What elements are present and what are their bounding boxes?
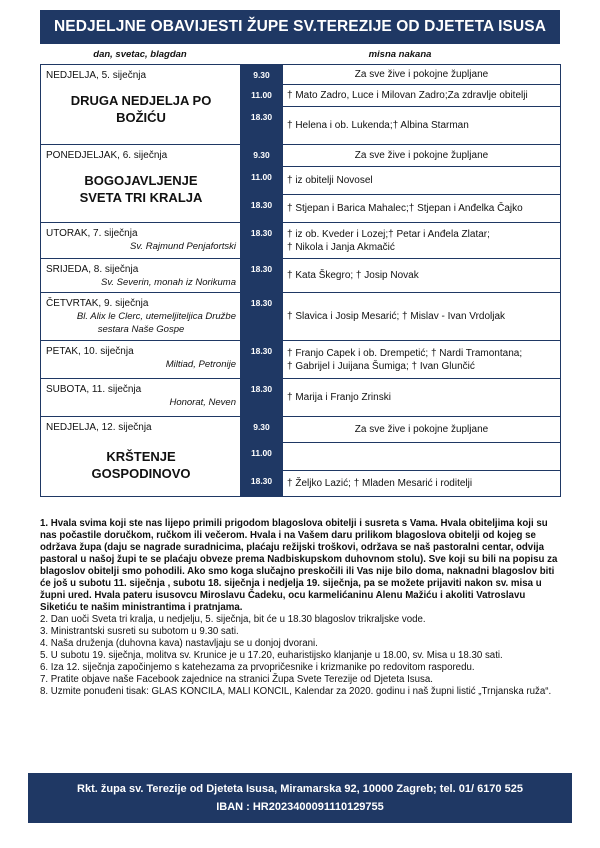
mass-intention: † Slavica i Josip Mesarić; † Mislav - Ivan Vrdoljak [283, 293, 561, 341]
mass-time: 11.00 [241, 443, 283, 471]
mass-intention: † Željko Lazić; † Mladen Mesarić i roditelji [283, 471, 561, 497]
mass-intention: † Mato Zadro, Luce i Milovan Zadro;Za zdravlje obitelji [283, 85, 561, 107]
saint-name-cont: sestara Naše Gospe [97, 324, 185, 335]
announcement-item: 6. Iza 12. siječnja započinjemo s katehezama za prvopričesnike i krizmanike po redovitom rasporedu. [40, 662, 475, 673]
intention-line: † Nikola i Janja Akmačić [287, 241, 395, 253]
feast-line: SVETA TRI KRALJA [79, 190, 203, 205]
mass-intention [283, 341, 561, 379]
announcement-item [40, 518, 560, 614]
day-name: PETAK, 10. siječnja [46, 346, 134, 357]
footer-iban: IBAN : HR2023400091110129755 [216, 801, 384, 813]
mass-time: 18.30 [241, 471, 283, 497]
saint-name: Sv. Severin, monah iz Norikuma [101, 277, 236, 288]
announcement-line: Hvala pateru isusovcu Miroslavu Čadeku, ocu karmelićaninu Alenu Mažiću i akoliti Vatroslavu Siketiću te našim [40, 590, 526, 613]
mass-time: 18.30 [241, 107, 283, 145]
mass-intention: Za sve žive i pokojne župljane [283, 65, 561, 85]
announcement-line: župa (daju se nagrade suradnicima, plaćaju režijski troškovi, održava se naš pastoralni centar, odvija pastoral u [40, 542, 544, 565]
schedule-row [41, 379, 561, 417]
schedule-row [41, 341, 561, 379]
mass-time: 18.30 [241, 223, 283, 259]
footer-address: Rkt. župa sv. Terezije od Djeteta Isusa, Miramarska 92, 10000 Zagreb; tel. 01/ 6170 525 [77, 783, 523, 795]
day-cell [41, 379, 241, 417]
announcement-line: subotu 11. siječnja , subotu 18. siječnja i nedjelja 19. siječnja, pa se možete prijaviti nakon sv. misa u župni ured. [40, 578, 542, 601]
day-cell [41, 145, 241, 223]
schedule-row [41, 417, 561, 443]
announcement-line: obitelji smo pohodili. Ako smo koga slučajno preskočili ili Vas nije bilo doma, naknadni blagoslov biti će još u [40, 566, 555, 589]
announcement-item: 3. Ministrantski susreti su subotom u 9.30 sati. [40, 626, 239, 637]
day-cell [41, 417, 241, 497]
schedule-row [41, 259, 561, 293]
feast-line: KRŠTENJE [106, 449, 176, 464]
mass-intention: Za sve žive i pokojne župljane [283, 145, 561, 167]
mass-intention: † iz obitelji Novosel [283, 167, 561, 195]
intention-line: † iz ob. Kveder i Lozej;† Petar i Anđela Zlatar; [287, 228, 490, 240]
schedule-row [41, 293, 561, 341]
intention-line: † Franjo Capek i ob. Drempetić; † Nardi Tramontana; [287, 347, 523, 359]
feast-line: BOGOJAVLJENJE [84, 173, 198, 188]
day-name: NEDJELJA, 5. siječnja [46, 70, 147, 81]
day-cell [41, 293, 241, 341]
feast-name [46, 172, 236, 206]
saint-name: Bl. Alix le Clerc, utemeljiteljica Družbe [76, 311, 236, 322]
day-name: SUBOTA, 11. siječnja [46, 384, 142, 395]
saint-name: Miltiad, Petronije [165, 359, 236, 370]
day-name: ČETVRTAK, 9. siječnja [46, 298, 149, 309]
announcement-line: počastile doručkom, ručkom ili večerom. Hvala i na Vašem daru prilikom blagoslova obitelji od kojeg se održava [40, 530, 536, 553]
mass-time: 18.30 [241, 259, 283, 293]
announcement-item: 5. U subotu 19. siječnja, molitva sv. Krunice je u 17.20, euharistijsko klanjanje u 18.00, sv. Misa u 18.30 sati. [40, 650, 503, 661]
announcements [40, 518, 560, 698]
schedule-row [41, 65, 561, 85]
day-name: PONEDJELJAK, 6. siječnja [46, 150, 168, 161]
feast-name [46, 92, 236, 126]
mass-time: 9.30 [241, 65, 283, 85]
feast-name [46, 448, 236, 482]
saint-name: Sv. Rajmund Penjafortski [130, 241, 236, 252]
schedule-subheader [40, 48, 560, 62]
day-cell [41, 65, 241, 145]
mass-time: 9.30 [241, 145, 283, 167]
mass-time: 11.00 [241, 85, 283, 107]
day-name: UTORAK, 7. siječnja [46, 228, 138, 239]
feast-line: DRUGA NEDJELJA PO [70, 93, 212, 108]
saint-name: Honorat, Neven [169, 397, 236, 408]
mass-intention: † Helena i ob. Lukenda;† Albina Starman [283, 107, 561, 145]
day-name: NEDJELJA, 12. siječnja [46, 422, 152, 433]
mass-intention [283, 443, 561, 471]
subheader-right: misna nakana [368, 49, 432, 60]
mass-time: 18.30 [241, 195, 283, 223]
mass-time: 9.30 [241, 417, 283, 443]
mass-time: 18.30 [241, 341, 283, 379]
day-cell [41, 223, 241, 259]
announcement-item: 7. Pratite objave naše Facebook zajednice na stranici Župa Svete Terezije od Djeteta Isusa. [40, 674, 433, 685]
schedule-row [41, 145, 561, 167]
mass-time: 18.30 [241, 293, 283, 341]
mass-time: 18.30 [241, 379, 283, 417]
intention-line: † Gabrijel i Juijana Šumiga; † Ivan Glunčić [287, 360, 475, 372]
mass-intention: † Marija i Franjo Zrinski [283, 379, 561, 417]
mass-time: 11.00 [241, 167, 283, 195]
announcement-item: 4. Naša druženja (duhovna kava) nastavljaju se u donjoj dvorani. [40, 638, 318, 649]
announcement-line: 1. Hvala svima koji ste nas lijepo primili prigodom blagoslova obitelji i susreta s Vama. Hvala obiteljima koji su nas [40, 518, 548, 541]
mass-intention: † Kata Škegro; † Josip Novak [283, 259, 561, 293]
announcement-line: našoj župi te se plaćaju obveze prema Nadbiskupskom duhovnom stolu). Sve koji su bili na popisu za blagoslov [40, 554, 558, 577]
mass-schedule-table [40, 64, 561, 497]
page-title: NEDJELJNE OBAVIJESTI ŽUPE SV.TEREZIJE OD DJETETA ISUSA [40, 10, 560, 44]
announcement-item: 8. Uzmite ponuđeni tisak: GLAS KONCILA, MALI KONCIL, Kalendar za 2020. godinu i naš župni listić „Trnjanska ruža“. [40, 686, 552, 697]
day-name: SRIJEDA, 8. siječnja [46, 264, 139, 275]
mass-intention: Za sve žive i pokojne župljane [283, 417, 561, 443]
mass-intention: † Stjepan i Barica Mahalec;† Stjepan i Anđelka Čajko [283, 195, 561, 223]
mass-intention [283, 223, 561, 259]
day-cell [41, 259, 241, 293]
day-cell [41, 341, 241, 379]
subheader-left: dan, svetac, blagdan [93, 49, 187, 60]
schedule-row [41, 223, 561, 259]
feast-line: BOŽIĆU [116, 110, 166, 125]
announcement-item: 2. Dan uoči Sveta tri kralja, u nedjelju, 5. siječnja, bit će u 18.30 blagoslov trikraljske vode. [40, 614, 426, 625]
parish-footer [28, 773, 572, 823]
feast-line: GOSPODINOVO [91, 466, 191, 481]
announcement-line: ministrantima i pratnjama. [121, 602, 243, 613]
